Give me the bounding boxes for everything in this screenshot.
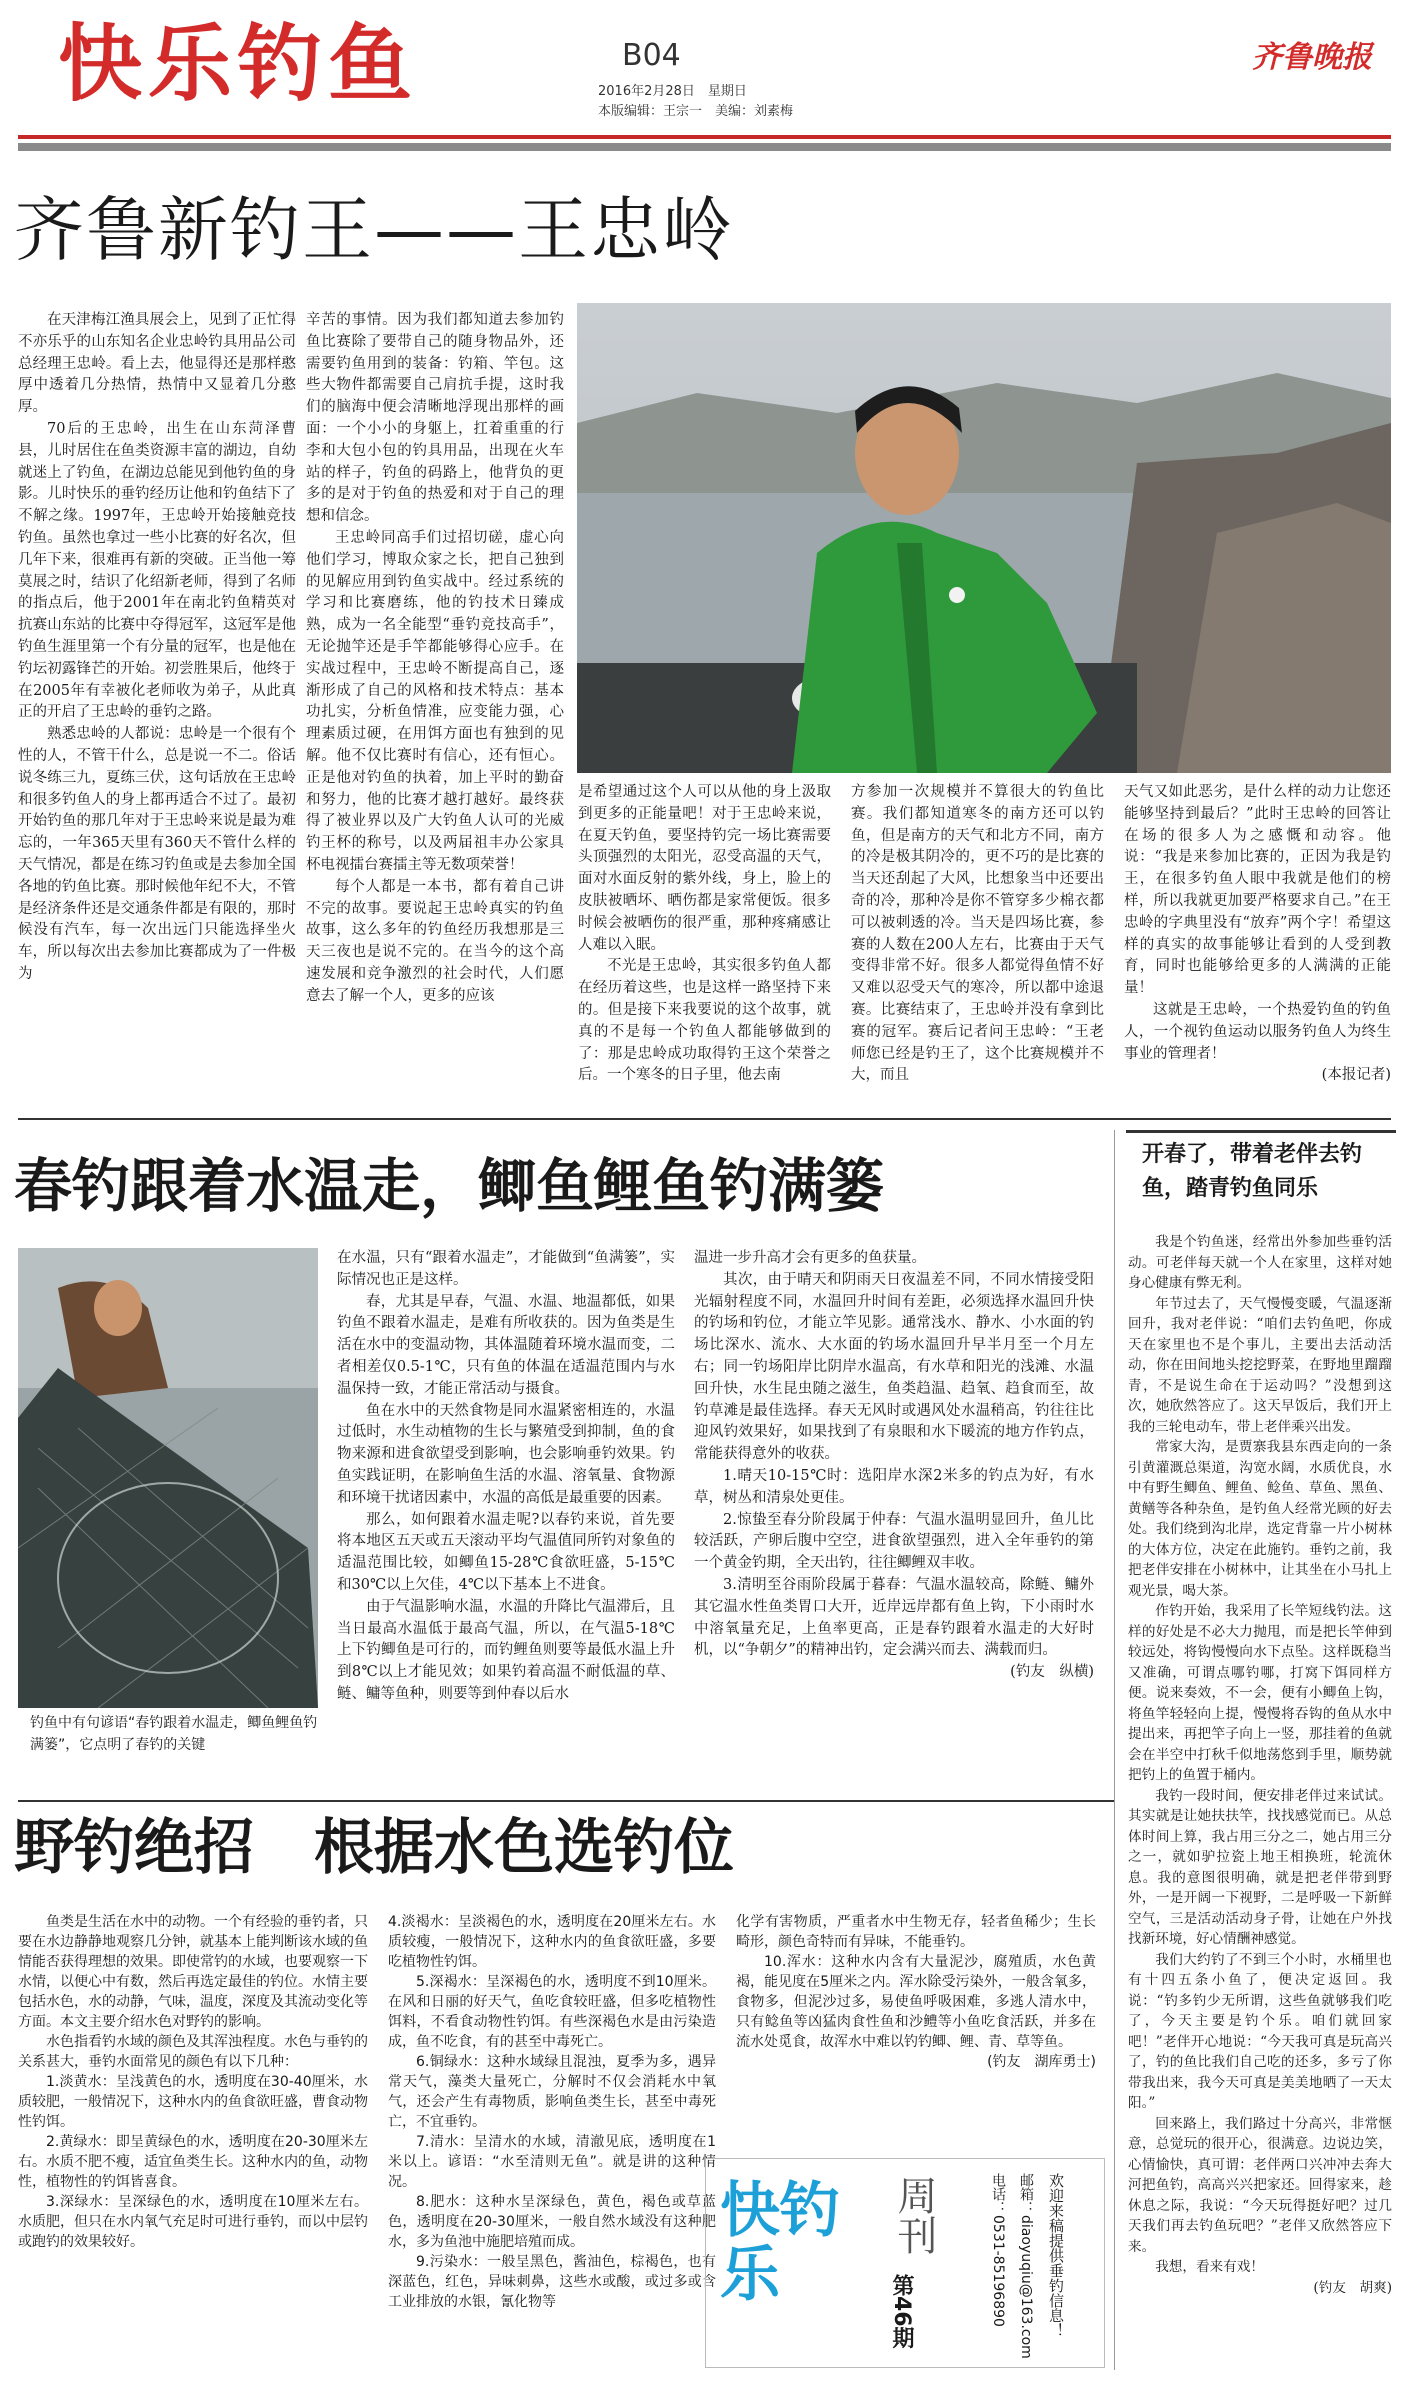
email-label: 邮箱： <box>1018 2173 1034 2215</box>
story1-paragraph: 不光是王忠岭，其实很多钓鱼人都在经历着这些，也是这样一路坚持下来的。但是接下来我要说的这个故事，就真的不是每一个钓鱼人都能够做到的了：那是忠岭成功取得钓王这个荣誉之后。一个寒冬的日子里，他去南 <box>578 958 831 1084</box>
sidebar-paragraph: 我是个钓鱼迷，经常出外参加些垂钓活动。可老伴每天就一个人在家里，这样对她身心健康有弊无利。 <box>1128 1234 1392 1291</box>
story1-paragraph: 是希望通过这个人可以从他的身上汲取到更多的正能量吧！对于王忠岭来说，在夏天钓鱼，要坚持钓完一场比赛需要头顶强烈的太阳光，忍受高温的天气，面对水面反射的紫外线，身上，脸上的皮肤被晒坏、晒伤都是家常便饭。很多时候会被晒伤的很严重，那种疼痛感让人难以入眠。 <box>578 784 831 953</box>
story1-photo <box>577 303 1391 773</box>
story2-paragraph: 其次，由于晴天和阴雨天日夜温差不同，不同水情接受阳光辐射程度不同，水温回升时间有差距，必须选择水温回升快的钓场和钓位，才能立竿见影。通常浅水、静水、小水面的钓场比深水、流水、大水面的钓场水温回升早半月至一个月左右；同一钓场阳岸比阴岸水温高，有水草和阳光的浅滩、水温回升快，水生昆虫随之滋生，鱼类趋温、趋氧、趋食而至，故钓草滩是最佳选择。春天无风时或遇风处水温稍高，钓往往比迎风钓效果好，如果找到了有泉眼和水下暖流的地方作钓点，常能获得意外的收获。 <box>694 1271 1094 1463</box>
story3-paragraph: 2.黄绿水：即呈黄绿色的水，透明度在20-30厘米左右。水质不肥不瘦，适宜鱼类生长。这种水内的鱼，动物性，植物性的钓饵皆喜食。 <box>18 2134 368 2190</box>
story1-headline: 齐鲁新钓王——王忠岭 <box>14 189 734 271</box>
section-divider <box>18 1800 1114 1802</box>
story1-paragraph: 在天津梅江渔具展会上，见到了正忙得不亦乐乎的山东知名企业忠岭钓具用品公司总经理王忠岭。看上去，他显得还是那样憨厚中透着几分热情，热情中又显着几分憨厚。 <box>18 312 296 416</box>
sidebar-top-rule <box>1126 1130 1396 1133</box>
promo-email <box>1016 2173 1036 2363</box>
story2-paragraph: 在水温，只有“跟着水温走”，才能做到“鱼满篓”，实际情况也正是这样。 <box>337 1250 675 1288</box>
phone-number: 0531-85196890 <box>990 2215 1006 2327</box>
story1-column-2 <box>306 310 564 1100</box>
story1-paragraph: 王忠岭同高手们过招切磋，虚心向他们学习，博取众家之长，把自己独到的见解应用到钓鱼实战中。经过系统的学习和比赛磨练，他的钓技术日臻成熟，成为一名全能型“垂钓竞技高手”，无论抛竿还是手竿都能够得心应手。在实战过程中，王忠岭不断提高自己，逐渐形成了自己的风格和技术特点：基本功扎实，分析鱼情准，应变能力强，心理素质过硬，在用饵方面也有独到的见解。他不仅比赛时有信心，还有恒心。正是他对钓鱼的执着，加上平时的勤奋和努力，他的比赛才越打越好。最终获得了被业界以及广大钓鱼人认可的光威钓王杯的称号，以及两届祖丰办公家具杯电视擂台赛擂主等无数项荣誉！ <box>306 529 564 873</box>
page-number: B04 <box>622 38 681 73</box>
issue-date: 2016年2月28日 星期日 <box>598 84 747 99</box>
sidebar-paragraph: 回来路上，我们路过十分高兴，非常惬意，总觉玩的很开心，很满意。边说边笑，心情愉快，真可谓：老伴两口兴冲冲去奔大河把鱼钓，高高兴兴把家还。回得家来，趁休息之际，我说：“今天玩得挺好吧？过几天我们再去钓鱼玩吧？”老伴又欣然答应下来。 <box>1128 2115 1392 2255</box>
story2-photo-caption: 钓鱼中有句谚语“春钓跟着水温走，鲫鱼鲤鱼钓满篓”，它点明了春钓的关键 <box>30 1715 318 1753</box>
story2-paragraph: 由于气温影响水温，水温的升降比气温滞后，且当日最高水温低于最高气温，所以，在气温5-18℃上下钓鲫鱼是可行的，而钓鲤鱼则要等最低水温上升到8℃以上才能见效；如果钓着高温不耐低温的草、鲢、鳙等鱼种，则要等到仲春以后水 <box>337 1598 675 1702</box>
fish-net-catch-image <box>18 1248 318 1708</box>
newspaper-logo: 齐鲁晚报 <box>1252 40 1372 75</box>
story1-paragraph: 熟悉忠岭的人都说：忠岭是一个很有个性的人，不管干什么，总是说一不二。俗话说冬练三九，夏练三伏，这句话放在王忠岭和很多钓鱼人的身上都再适合不过了。最初开始钓鱼的那几年对于王忠岭来说是最为难忘的，一年365天里有360天不管什么样的天气情况，都是在练习钓鱼或是去参加全国各地的钓鱼比赛。那时候他年纪不大，不管是经济条件还是交通条件都是有限的，那时候没有汽车，每一次出远门只能选择坐火车，所以每次出去参加比赛都成为了一件极为 <box>18 726 296 982</box>
sidebar-paragraph: 作钓开始，我采用了长竿短线钓法。这样的好处是不必大力抛甩，而是把长竿伸到较远处，将钩慢慢向水下点坠。这样既稳当又准确，可谓点哪钓哪，打窝下饵同样方便。说来奏效，不一会，便有小鲫鱼上钩，将鱼竿轻轻向上提，慢慢将吞钩的鱼从水中提出来，再把竿子向上一竖，那挂着的鱼就会在半空中打秋千似地荡悠到手里，顺势就把钓上的鱼置于桶内。 <box>1128 1603 1392 1783</box>
story3-column-2 <box>388 1912 716 2372</box>
sidebar-divider <box>1114 1130 1115 2370</box>
story3-column-3 <box>736 1912 1096 2142</box>
sidebar-paragraph: 年节过去了，天气慢慢变暖，气温逐渐回升，我对老伴说：“咱们去钓鱼吧，你成天在家里也不是个事儿，主要出去活动活动，你在田间地头挖挖野菜，在野地里蹓蹓青，不是说生命在于运动吗？”没想到这次，她欣然答应了。这天早饭后，我们开上我的三轮电动车，带上老伴乘兴出发。 <box>1128 1295 1392 1435</box>
story2-paragraph: 鱼在水中的天然食物是同水温紧密相连的，水温过低时，水生动植物的生长与繁殖受到抑制，鱼的食物来源和进食欲望受到影响，也会影响垂钓效果。钓鱼实践证明，在影响鱼生活的水温、溶氧量、食物源和环境干扰诸因素中，水温的高低是最重要的因素。 <box>337 1402 675 1506</box>
angler-portrait-image <box>577 303 1391 773</box>
weekly-label: 周刊 <box>891 2175 937 2255</box>
story2-byline: (钓友 纵横) <box>1010 1664 1094 1681</box>
story3-paragraph: 水色指看钓水域的颜色及其浑浊程度。水色与垂钓的关系甚大，垂钓水面常见的颜色有以下几种： <box>18 2034 368 2070</box>
story2-paragraph: 3.清明至谷雨阶段属于暮春：气温水温较高，除鲢、鳙外其它温水性鱼类胃口大开，近岸远岸都有鱼上钩，下小雨时水中溶氧量充足，上鱼率更高，正是春钓跟着水温走的大好时机，以“争朝夕”的精神出钓，定会满兴而去、满载而归。 <box>694 1576 1094 1659</box>
story1-column-3 <box>578 782 831 1107</box>
sidebar-paragraph: 我们大约钓了不到三个小时，水桶里也有十四五条小鱼了，便决定返回。我说：“钓多钓少无所谓，这些鱼就够我们吃了，今天主要是钓个乐。咱们就回家吧！”老伴开心地说：“今天我可真是玩高兴了，钓的鱼比我们自己吃的还多，多亏了你带我出来，我今天可真是美美地晒了一天太阳。” <box>1128 1951 1392 2111</box>
story3-byline: (钓友 湖库勇士) <box>987 2054 1096 2070</box>
story2-paragraph: 温进一步升高才会有更多的鱼获量。 <box>694 1250 926 1266</box>
sidebar-paragraph: 常家大沟，是贾寨我县东西走向的一条引黄灌溉总渠道，沟宽水阔，水质优良，水中有野生鲫鱼、鲤鱼、鲶鱼、草鱼、黑鱼、黄鳝等各种杂鱼，是钓鱼人经常光顾的好去处。我们绕到沟北岸，选定背靠一片小树林的大体方位，决定在此施钓。垂钓之前，我把老伴安排在小树林中，让其坐在小马扎上观光景，喝大茶。 <box>1128 1439 1392 1599</box>
story3-paragraph: 8.肥水：这种水呈深绿色，黄色，褐色或草蓝色，透明度在20-30厘米，一般自然水域没有这种肥水，多为鱼池中施肥培殖而成。 <box>388 2194 716 2250</box>
sidebar-headline: 开春了，带着老伴去钓鱼，踏青钓鱼同乐 <box>1142 1142 1363 1201</box>
masthead-rule-gray <box>18 143 1391 151</box>
sidebar-byline: (钓友 胡爽) <box>1313 2279 1392 2296</box>
story2-column-2 <box>694 1248 1094 1788</box>
story1-column-5 <box>1124 782 1391 1107</box>
story3-paragraph: 10.浑水：这种水内含有大量泥沙，腐殖质，水色黄褐，能见度在5厘米之内。浑水除受污染外，一般含氧多，食物多，但泥沙过多，易使鱼呼吸困难，多逃人清水中，只有鲶鱼等凶猛肉食性鱼和沙鳢等小鱼吃食活跃，并多在流水处觅食，故浑水中难以钓钓鲫、鲤、青、草等鱼。 <box>736 1954 1096 2050</box>
promo-welcome: 欢迎来稿提供垂钓信息！ <box>1047 2173 1065 2338</box>
date-line <box>598 82 793 122</box>
weekly-promo-box <box>705 2158 1105 2368</box>
story2-paragraph: 1.晴天10-15℃时：选阳岸水深2米多的钓点为好，有水草，树丛和清泉处更佳。 <box>694 1467 1094 1506</box>
masthead-rule-red <box>18 135 1391 139</box>
story2-headline: 春钓跟着水温走，鲫鱼鲤鱼钓满篓 <box>14 1152 885 1220</box>
story3-headline: 野钓绝招 根据水色选钓位 <box>14 1813 734 1883</box>
story1-column-4 <box>851 782 1104 1107</box>
sidebar-body <box>1128 1232 1392 2372</box>
story1-paragraph: 方参加一次规模并不算很大的钓鱼比赛。我们都知道寒冬的南方还可以钓鱼，但是南方的天气和北方不同，南方的冷是极其阴冷的，更不巧的是比赛的当天还刮起了大风，比想象当中还要出奇的冷，那种冷是你不管穿多少棉衣都可以被刺透的冷。当天是四场比赛，参赛的人数在200人左右，比赛由于天气变得非常不好。很多人都觉得鱼情不好又难以忍受天气的寒冷，所以都中途退赛。比赛结束了，王忠岭并没有拿到比赛的冠军。赛后记者问王忠岭：“王老师您已经是钓王了，这个比赛规模并不大，而且 <box>851 784 1104 1084</box>
email-address[interactable]: diaoyuqiu@163.com <box>1018 2215 1034 2359</box>
story1-column-1 <box>18 310 296 1100</box>
story3-paragraph: 9.污染水：一般呈黑色，酱油色，棕褐色，也有深蓝色，红色，异味刺鼻，这些水或酸，或过多或含工业排放的水银，氰化物等 <box>388 2254 716 2310</box>
story1-paragraph: 每个人都是一本书，都有着自己讲不完的故事。要说起王忠岭真实的钓鱼故事，这么多年的钓鱼经历我想那是三天三夜也是说不完的。在当今的这个高速发展和竞争激烈的社会时代，人们愿意去了解一个人，更多的应该 <box>306 878 564 1004</box>
story2-photo <box>18 1248 318 1708</box>
story1-byline: (本报记者) <box>1321 1067 1391 1084</box>
story3-paragraph: 4.淡褐水：呈淡褐色的水，透明度在20厘米左右。水质较瘦，一般情况下，这种水内的鱼食欲旺盛，多要吃植物性钓饵。 <box>388 1914 716 1970</box>
story3-paragraph: 3.深绿水：呈深绿色的水，透明度在10厘米左右。水质肥，但只在水内氧气充足时可进行垂钓，而以中层钓或跑钓的效果较好。 <box>18 2194 368 2250</box>
story2-paragraph: 2.惊蛰至春分阶段属于仲春：气温水温明显回升，鱼儿比较活跃，产卵后腹中空空，进食欲望强烈，进入全年垂钓的第一个黄金钓期，全天出钓，往往鲫鲤双丰收。 <box>694 1511 1094 1572</box>
editor-credits: 本版编辑：王宗一 美编：刘素梅 <box>598 104 794 119</box>
weekly-logo: 快钓乐 <box>720 2176 840 2310</box>
story1-paragraph: 天气又如此恶劣，是什么样的动力让您还能够坚持到最后？”此时王忠岭的回答让在场的很多人为之感慨和动容。他说：“我是来参加比赛的，正因为我是钓王，在很多钓鱼人眼中我就是他们的榜样，所以我就更加要严格要求自己。”在王忠岭的字典里没有“放弃”两个字！希望这样的真实的故事能够让看到的人受到教育，同时也能够给更多的人满满的正能量！ <box>1124 784 1391 997</box>
sidebar-paragraph: 我想，看来有戏！ <box>1155 2259 1264 2275</box>
story3-paragraph: 6.铜绿水：这种水域绿且混浊，夏季为多，遇异常天气，藻类大量死亡，分解时不仅会消耗水中氧气，还会产生有毒物质，影响鱼类生长，甚至中毒死亡，不宜垂钓。 <box>388 2054 716 2130</box>
story3-paragraph: 鱼类是生活在水中的动物。一个有经验的垂钓者，只要在水边静静地观察几分钟，就基本上能判断该水域的鱼情能否获得理想的效果。即使常钓的水域，也要观察一下水情，以便心中有数，然后再选定最佳的钓位。水情主要包括水色，水的动静，气味，温度，深度及其流动变化等方面。本文主要介绍水色对野钓的影响。 <box>18 1914 368 2030</box>
story3-paragraph: 1.淡黄水：呈浅黄色的水，透明度在30-40厘米，水质较肥，一般情况下，这种水内的鱼食欲旺盛，曹食动物性钓饵。 <box>18 2074 368 2130</box>
promo-phone <box>988 2173 1008 2363</box>
story1-paragraph: 这就是王忠岭，一个热爱钓鱼的钓鱼人，一个视钓鱼运动以服务钓鱼人为终生事业的管理者！ <box>1124 1001 1391 1062</box>
phone-label: 电话： <box>990 2173 1006 2215</box>
story1-paragraph: 辛苦的事情。因为我们都知道去参加钓鱼比赛除了要带自己的随身物品外，还需要钓鱼用到的装备：钓箱、竿包。这些大物件都需要自己肩抗手提，这时我们的脑海中便会清晰地浮现出那样的画面：一个小小的身躯上，扛着重重的行李和大包小包的钓具用品，出现在火车站的样子，钓鱼的码路上，他背负的更多的是对于钓鱼的热爱和对于自己的理想和信念。 <box>306 312 564 525</box>
section-divider <box>18 1118 1391 1120</box>
story3-paragraph: 化学有害物质，严重者水中生物无存，轻者鱼稀少；生长畸形，颜色奇特而有异味，不能垂钓。 <box>736 1914 1096 1950</box>
story3-paragraph: 5.深褐水：呈深褐色的水，透明度不到10厘米。在风和日丽的好天气，鱼吃食较旺盛，但多吃植物性饵料，不看食动物性钓饵。有些深褐色水是由污染造成，鱼不吃食，有的甚至中毒死亡。 <box>388 1974 716 2050</box>
story2-paragraph: 那么，如何跟着水温走呢?以春钓来说，首先要将本地区五天或五天滚动平均气温值同所钓对象鱼的适温范围比较，如鲫鱼15-28℃食欲旺盛，5-15℃和30℃以上欠佳，4℃以下基本上不进食。 <box>337 1511 675 1593</box>
story2-paragraph: 春，尤其是早春，气温、水温、地温都低，如果钓鱼不跟着水温走，是难有所收获的。因为鱼类是生活在水中的变温动物，其体温随着环境水温而变，二者相差仅0.5-1℃，只有鱼的体温在适温范围内与水温保持一致，才能正常活动与摄食。 <box>337 1293 675 1397</box>
sidebar-paragraph: 我钓一段时间，便安排老伴过来试试。其实就是让她扶扶竿，找找感觉而已。从总体时间上算，我占用三分之二，她占用三分之一，就如驴拉瓷上地王相换班，轮流休息。我的意图很明确，就是把老伴带到野外，一是开阔一下视野，二是呼吸一下新鲜空气，三是活动活动身子骨，让她在户外找找新环境，好心情酬神感觉。 <box>1128 1787 1392 1947</box>
story3-column-1 <box>18 1912 368 2372</box>
story3-paragraph: 7.清水：呈清水的水域，清澈见底，透明度在1米以上。谚语：“水至清则无鱼”。就是讲的这种情况。 <box>388 2134 716 2190</box>
issue-number: 第46期 <box>889 2274 914 2349</box>
story1-paragraph: 70后的王忠岭，出生在山东菏泽曹县，儿时居住在鱼类资源丰富的湖边，自幼就迷上了钓鱼，在湖边总能见到他钓鱼的身影。儿时快乐的垂钓经历让他和钓鱼结下了不解之缘。1997年，王忠岭开始接触竞技钓鱼。虽然也拿过一些小比赛的好名次，但几年下来，很难再有新的突破。正当他一筹莫展之时，结识了化绍新老师，得到了名师的指点后，他于2001年在南北钓鱼精英对抗赛山东站的比赛中夺得冠军，这冠军是他钓鱼生涯里第一个有分量的冠军，也是他在钓坛初露锋芒的开始。初尝胜果后，他终于在2005年有幸被化老师收为弟子，从此真正的开启了王忠岭的垂钓之路。 <box>18 420 296 721</box>
story2-column-1 <box>337 1248 675 1778</box>
section-title: 快乐钓鱼 <box>58 15 419 113</box>
